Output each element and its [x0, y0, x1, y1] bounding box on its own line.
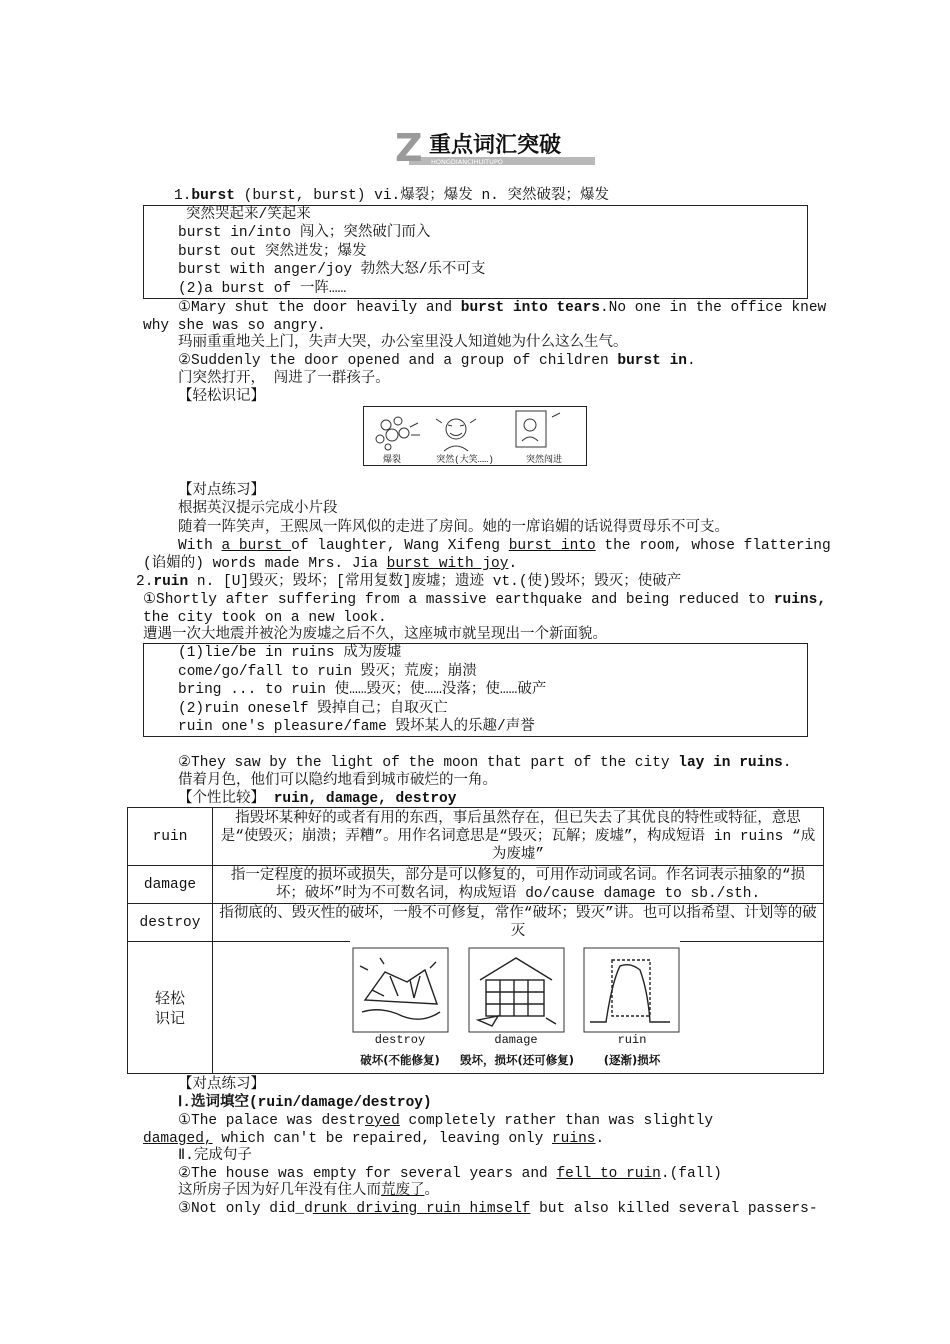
s1-example1: ①Mary shut the door heavily and burst into tears.No one in the office knew [178, 300, 827, 316]
q2-cn: 这所房子因为好几年没有住人而荒废了。 [178, 1183, 439, 1199]
header-subtitle: HONGDIANCIHUITUPO [431, 158, 503, 166]
practice-en-line1: With a burst of laughter, Wang Xifeng burst into the room, whose flattering [178, 538, 831, 554]
q1-line2: damaged, which can't be repaired, leaving only ruins. [143, 1131, 605, 1147]
pic-word: ruin [617, 1033, 647, 1047]
q3-en: ③Not only did_drunk driving ruin himself but also killed several passers- [178, 1201, 818, 1217]
s1-example1-cn: 玛丽重重地关上门，失声大哭，办公室里没人知道她为什么这么生气。 [178, 335, 628, 351]
burst-illustration [363, 406, 587, 466]
section-header [395, 128, 595, 166]
table-value: 指一定程度的损坏或损失，部分是可以修复的，可用作动词或名词。作名词表示抽象的“损坏；破坏”时为不可数名词，构成短语 do/cause damage to sb./sth. [213, 866, 824, 904]
s2-box-line: come/go/fall to ruin 毁灭；荒废；崩溃 [178, 664, 477, 680]
s1-example2: ②Suddenly the door opened and a group of children burst in. [178, 353, 696, 369]
s1-heading: 1.burst (burst, burst) vi.爆裂；爆发 n. 突然破裂；爆发 [174, 188, 610, 204]
practice-label: 【对点练习】 [178, 483, 265, 499]
q2-en: ②The house was empty for several years and fell to ruin.(fall) [178, 1166, 722, 1182]
table-row [128, 904, 824, 942]
pic-label: 突然(大笑……) [436, 455, 494, 465]
s2-example1: ①Shortly after suffering from a massive earthquake and being reduced to ruins, [143, 592, 827, 608]
s1-box-line: burst with anger/joy 勃然大怒/乐不可支 [178, 262, 486, 278]
table-row [128, 866, 824, 904]
pic-caption: 破坏(不能修复) [360, 1053, 440, 1067]
s1-box-line: burst out 突然迸发；爆发 [178, 244, 367, 260]
table-value: 指毁坏某种好的或者有用的东西，事后虽然存在，但已失去了其优良的特性或特征，意思是“使毁灭；崩溃；弄糟”。用作名词意思是“毁灭；瓦解；废墟”，构成短语 in ruins “成为废墟” [213, 808, 824, 866]
table-key: 轻松识记 [128, 942, 213, 1074]
s2-heading: 2.ruin n. [U]毁灭；毁坏；[常用复数]废墟；遗迹 vt.(使)毁坏；毁灭；使破产 [136, 574, 682, 590]
memo-label: 【轻松识记】 [178, 389, 265, 405]
practice2-part1: Ⅰ.选词填空(ruin/damage/destroy) [178, 1095, 432, 1111]
s2-box-line: ruin one's pleasure/fame 毁坏某人的乐趣/声誉 [178, 719, 535, 735]
practice-en-line2: (谄媚的) words made Mrs. Jia burst with joy. [143, 556, 518, 572]
s1-example2-cn: 门突然打开， 闯进了一群孩子。 [178, 371, 390, 387]
s1-example1-cont: why she was so angry. [143, 318, 326, 334]
s2-example2-cn: 借着月色，他们可以隐约地看到城市破烂的一角。 [178, 773, 497, 789]
practice2-part2: Ⅱ.完成句子 [178, 1148, 252, 1164]
practice-hint: 根据英汉提示完成小片段 [178, 501, 338, 517]
s1-box-line: burst in/into 闯入；突然破门而入 [178, 225, 431, 241]
s2-example1-cont: the city took on a new look. [143, 610, 387, 626]
comparison-drawing [350, 940, 680, 1040]
s1-box-line: (2)a burst of 一阵…… [178, 281, 347, 297]
table-key: damage [128, 866, 213, 904]
s1-box-line: 突然哭起来/笑起来 [186, 207, 311, 223]
compare-heading: 【个性比较】 ruin, damage, destroy [178, 791, 457, 807]
table-value: 指彻底的、毁灭性的破坏，一般不可修复，常作“破坏；毁灭”讲。也可以指希望、计划等的破灭 [213, 904, 824, 942]
practice-cn: 随着一阵笑声，王熙凤一阵风似的走进了房间。她的一席谄媚的话说得贾母乐不可支。 [178, 520, 729, 536]
header-title: 重点词汇突破 [429, 133, 562, 158]
s2-example2: ②They saw by the light of the moon that part of the city lay in ruins. [178, 755, 792, 771]
ruin-damage-destroy-illustration [350, 940, 680, 1070]
s2-box-line: (2)ruin oneself 毁掉自己；自取灭亡 [178, 701, 448, 717]
table-row [128, 808, 824, 866]
pic-label: 爆裂 [382, 455, 401, 465]
table-key: ruin [128, 808, 213, 866]
q1-line1: ①The palace was destroyed completely rather than was slightly [178, 1113, 714, 1129]
logo-letter: Z [395, 128, 423, 166]
s2-example1-cn: 遭遇一次大地震并被沦为废墟之后不久，这座城市就呈现出一个新面貌。 [143, 627, 607, 643]
s2-box-line: bring ... to ruin 使……毁灭；使……没落；使……破产 [178, 682, 547, 698]
pic-label: 突然闯进 [525, 455, 562, 465]
table-key: destroy [128, 904, 213, 942]
pic-word: destroy [374, 1033, 426, 1047]
s2-box-line: (1)lie/be in ruins 成为废墟 [178, 645, 402, 661]
pic-word: damage [494, 1033, 538, 1047]
practice2-label: 【对点练习】 [178, 1077, 265, 1093]
pic-caption: (逐渐)损坏 [603, 1053, 661, 1067]
header-logo [395, 128, 595, 166]
pic-caption: 毁坏，损坏(还可修复) [459, 1053, 574, 1067]
